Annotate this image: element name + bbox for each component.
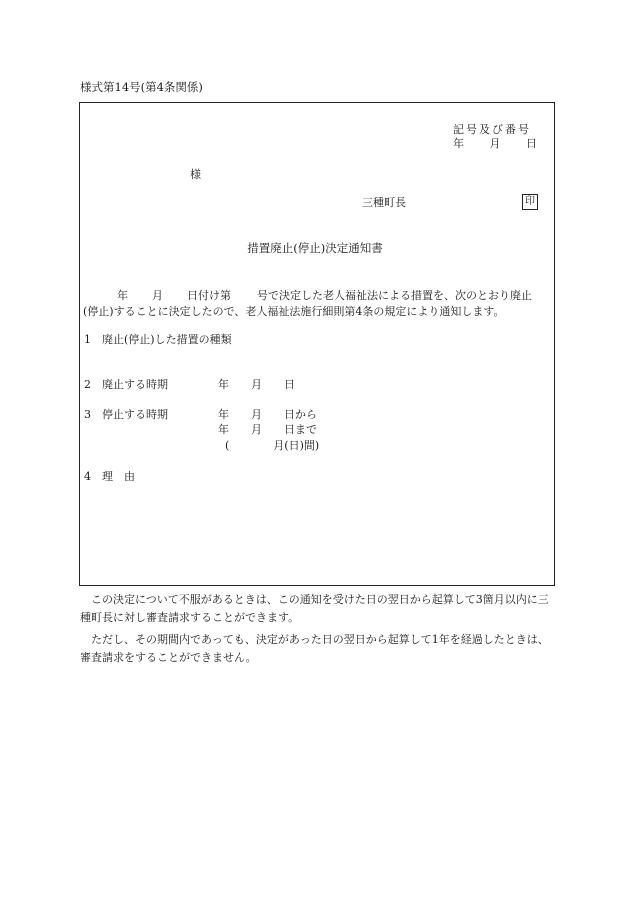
body-rest: 号で決定した老人福祉法による措置を、次のとおり廃止	[257, 289, 532, 302]
item-2-month: 月	[251, 378, 262, 391]
issue-day-label: 日	[526, 137, 537, 150]
form-number: 様式第14号(第4条関係)	[80, 80, 203, 94]
record-number-label: 記号及び番号	[453, 123, 531, 136]
item-4	[84, 470, 135, 484]
addressee-suffix: 様	[190, 168, 201, 181]
body-month: 月	[152, 289, 163, 302]
item-3-number: 3	[84, 408, 91, 421]
issue-date	[453, 137, 537, 151]
body-line2: (停止)することに決定したので、老人福祉法施行細則第4条の規定により通知します。	[83, 304, 505, 318]
issuer-name: 三種町長	[362, 196, 406, 209]
body-day-ref: 日付け第	[187, 289, 231, 302]
item-2-label: 廃止する時期	[102, 378, 168, 391]
item-2-year: 年	[218, 378, 229, 391]
seal-mark: 印	[522, 194, 538, 210]
item-4-label: 理 由	[102, 470, 135, 483]
item-2	[84, 378, 168, 392]
item-3	[84, 408, 168, 422]
item-3-to-year: 年	[218, 423, 229, 436]
footer-paragraph-2: ただし、その期間内であっても、決定があった日の翌日から起算して1年を経過したときは、審査請求をすることができません。	[80, 633, 549, 664]
item-1-label: 廃止(停止)した措置の種類	[102, 333, 232, 346]
footer-paragraph-1: この決定について不服があるときは、この通知を受けた日の翌日から起算して3箇月以内に三種町長に対し審査請求することができます。	[80, 593, 549, 624]
item-3-to-month: 月	[251, 423, 262, 436]
item-3-from-year: 年	[218, 408, 229, 421]
item-3-duration: ( 月(日)間)	[225, 439, 320, 452]
item-2-date	[218, 378, 295, 392]
item-1	[84, 333, 232, 347]
item-3-from-date	[218, 408, 317, 422]
document-title: 措置廃止(停止)決定通知書	[247, 241, 383, 255]
item-3-to-day: 日まで	[284, 423, 317, 436]
issue-month-label: 月	[489, 137, 501, 150]
body-year: 年	[117, 289, 128, 302]
item-3-label: 停止する時期	[102, 408, 168, 421]
issue-year-label: 年	[453, 137, 464, 150]
notice-body	[83, 288, 551, 320]
item-2-day: 日	[284, 378, 295, 391]
item-3-to-date	[218, 423, 317, 437]
item-1-number: 1	[84, 333, 91, 346]
item-2-number: 2	[84, 378, 91, 391]
item-4-number: 4	[84, 470, 91, 483]
item-3-from-month: 月	[251, 408, 262, 421]
item-3-from-day: 日から	[284, 408, 317, 421]
